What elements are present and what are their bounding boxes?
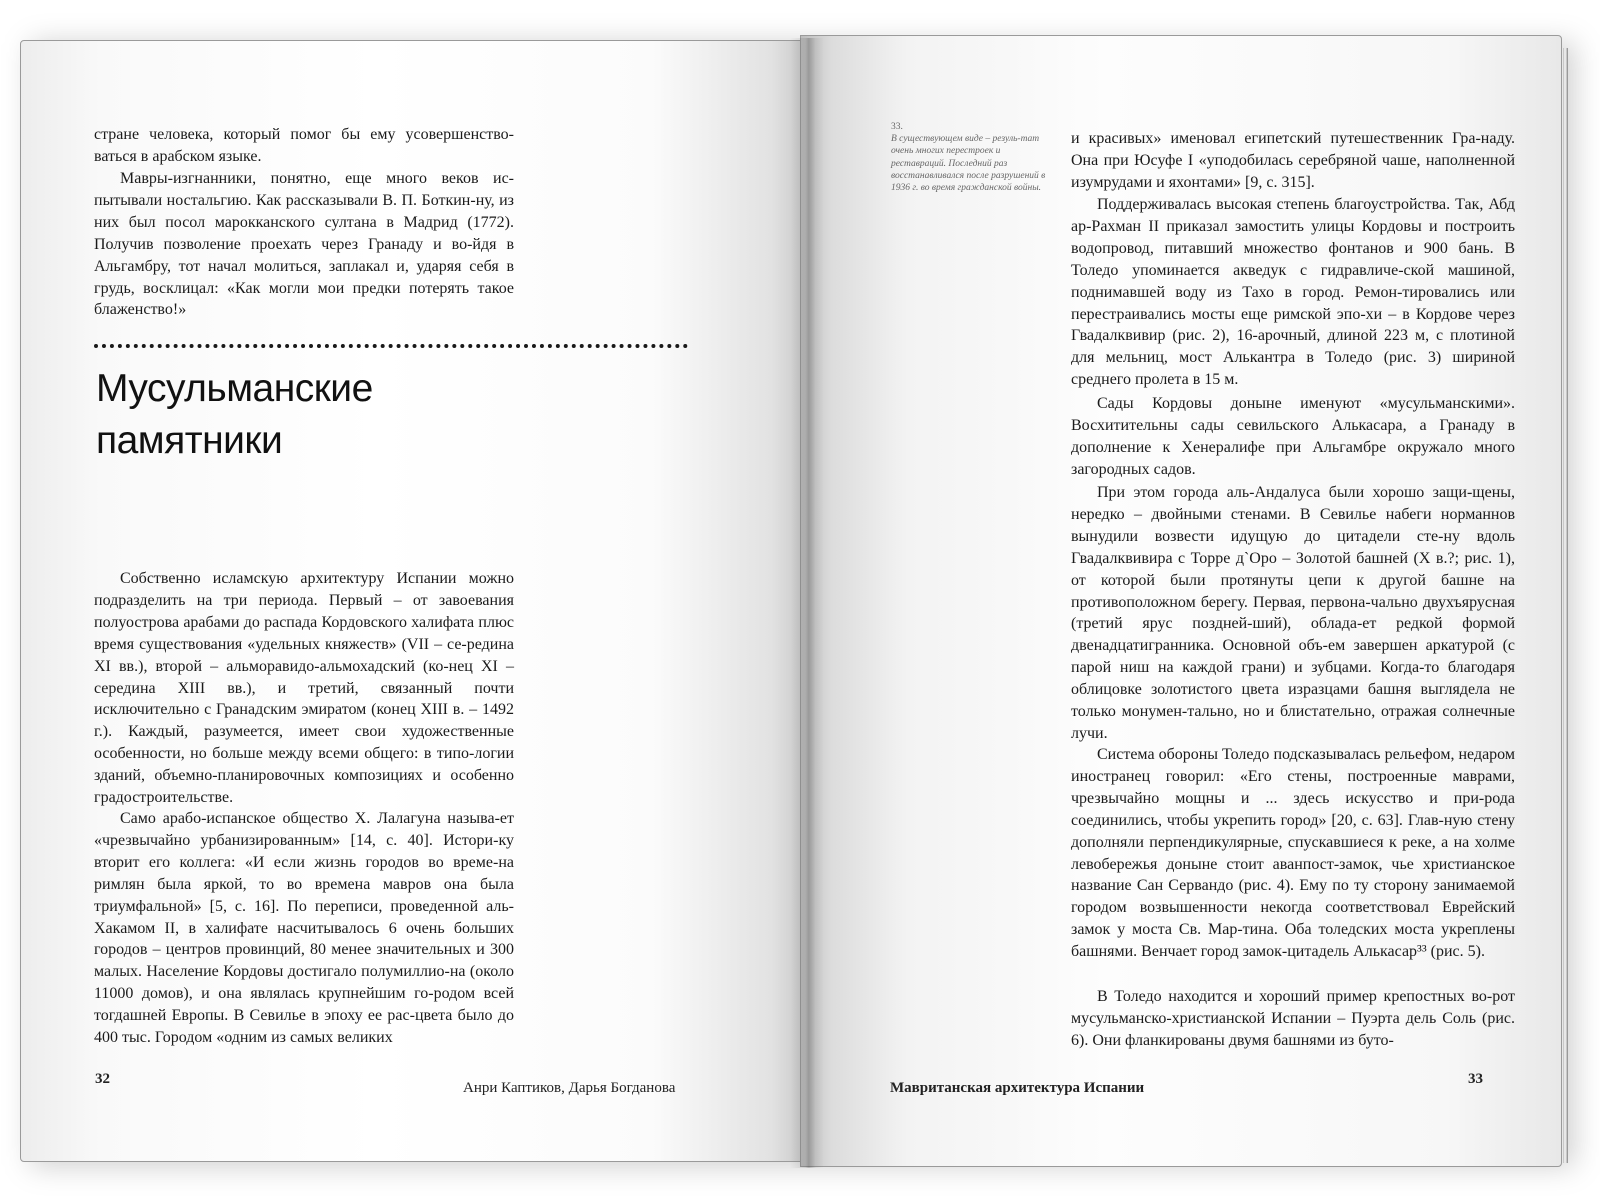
right-paragraph-3: Сады Кордовы доныне именуют «мусульманскими». Восхитительны сады севильского Алькасара, а Гранаду в дополнение к Хенералифе при Альгамбре окружало много загородных садов. <box>1071 395 1515 478</box>
left-body-paragraph-2: Само арабо-испанское общество Х. Лалагуна называ-ет «чрезвычайно урбанизированным» [14, с. 40]. Истори-ку вторит его коллега: «И если жизнь городов во време-на римлян была яркой, то во времена мавров она была триумфальной» [5, с. 16]. По переписи, проведенной аль-Хакамом II, в халифате насчитывалось 6 очень больших городов – центров провинций, 80 менее значительных и 300 малых. Население Кордовы достигало полумиллио-на (около 11000 домов), и она являлась крупнейшим го-родом всей тогдашней Европы. В Севилье в эпоху ее рас-цвета было до 400 тыс. Городом «одним из самых великих <box>94 810 514 1047</box>
left-paragraph-1: стране человека, который помог бы ему усовершенство-ваться в арабском языке. <box>94 126 514 165</box>
running-head-authors: Анри Каптиков, Дарья Богданова <box>463 1080 676 1096</box>
right-paragraph-1: и красивых» именовал египетский путешественник Гра-наду. Она при Юсуфе I «уподобилась серебряной чаше, наполненной изумрудами и яхонтами» [9, с. 315]. <box>1071 130 1515 191</box>
right-paragraph-6: В Толедо находится и хороший пример крепостных во-рот мусульманско-христианской Испании – Пуэрта дель Соль (рис. 6). Они фланкированы двумя башнями из буто- <box>1071 988 1515 1049</box>
section-heading-line-1: Мусульманские <box>96 367 373 410</box>
left-page <box>20 40 812 1162</box>
footnote-33 <box>891 121 1051 194</box>
right-paragraph-4: При этом города аль-Андалуса были хорошо защи-щены, нередко – двойными стенами. В Севилье набеги норманнов вынудили возвести идущую до цитадели сте-ну вдоль Гвадалквивира с Торре д`Оро – Золотой башней (X в.?; рис. 1), от которой были протянуты цепи к другой башне на противоположном берегу. Первая, первона-чально двухъярусная (третий ярус поздней-ший), облада-ет редкой формой двенадцатигранника. Основной объ-ем завершен аркатурой (с парой ниш на каждой грани) и зубцами. Когда-то благодаря облицовке золотистого цвета изразцами башня выглядела не только монумен-тально, но и блистательно, отражая солнечные лучи. <box>1071 484 1515 742</box>
left-page-number: 32 <box>95 1071 110 1087</box>
right-page <box>800 35 1562 1167</box>
section-heading-line-2: памятники <box>96 419 283 462</box>
running-head-title: Мавританская архитектура Испании <box>890 1080 1145 1096</box>
left-paragraph-2: Мавры-изгнанники, понятно, еще много веков ис-пытывали ностальгию. Как рассказывали В. П. Боткин-ну, из них был посол марокканского султана в Мадрид (1772). Получив позволение проехать через Гранаду и во-йдя в Альгамбру, тот начал молиться, заплакал и, ударяя себя в грудь, восклицал: «Как могли мои предки потерять такое блаженство!» <box>94 170 514 319</box>
right-paragraph-5: Система обороны Толедо подсказывалась рельефом, недаром иностранец говорил: «Его стены, построенные маврами, чрезвычайно мощны и ... здесь искусство и при-рода соединились, чтобы укрепить город» [20, с. 63]. Глав-ную стену дополняли перпендикулярные, спускавшиеся к реке, а на холме левобережья доныне стоит аванпост-замок, чье христианское название Сан Сервандо (рис. 4). Ему по ту сторону занимаемой городом возвышенности некогда соответствовал Еврейский замок у моста Св. Мар-тина. Оба толедских моста укреплены башнями. Венчает город замок-цитадель Алькасар³³ (рис. 5). <box>1071 746 1515 961</box>
section-divider <box>94 344 688 348</box>
right-page-number: 33 <box>1468 1071 1483 1087</box>
left-body-paragraph-1: Собственно исламскую архитектуру Испании можно подразделить на три периода. Первый – от завоевания полуострова арабами до распада Кордовского халифата плюс время существования «удельных княжеств» (VII – се-редина XI вв.), второй – альморавидо-альмохадский (ко-нец XI – середина XIII вв.), и третий, связанный почти исключительно с Гранадским эмиратом (конец XIII в. – 1492 г.). Каждый, разумеется, имеет свои художественные особенности, но больше между всеми общего: в типо-логии зданий, объемно-планировочных композициях и особенно градостроительстве. <box>94 570 514 807</box>
footnote-text: В существующем виде – резуль-тат очень многих перестроек и реставраций. Последний раз восстанавливался после разрушений в 1936 г. во время гражданской войны. <box>891 134 1046 194</box>
right-paragraph-2: Поддерживалась высокая степень благоустройства. Так, Абд ар-Рахман II приказал замостить улицы Кордовы и построить водопровод, питавший множество фонтанов и 900 бань. В Толедо упоминается акведук с гидравличе-ской машиной, поднимавшей воду из Тахо в город. Ремон-тировались или перестраивались мосты еще римской эпо-хи – в Кордове через Гвадалквивир (рис. 2), 16-арочный, длиной 223 м, с плотиной для мельниц, мост Алькантра в Толедо (рис. 3) шириной среднего пролета в 15 м. <box>1071 196 1515 389</box>
section-heading <box>96 363 656 467</box>
book-spine <box>790 38 824 1168</box>
footnote-number: 33. <box>891 122 903 132</box>
